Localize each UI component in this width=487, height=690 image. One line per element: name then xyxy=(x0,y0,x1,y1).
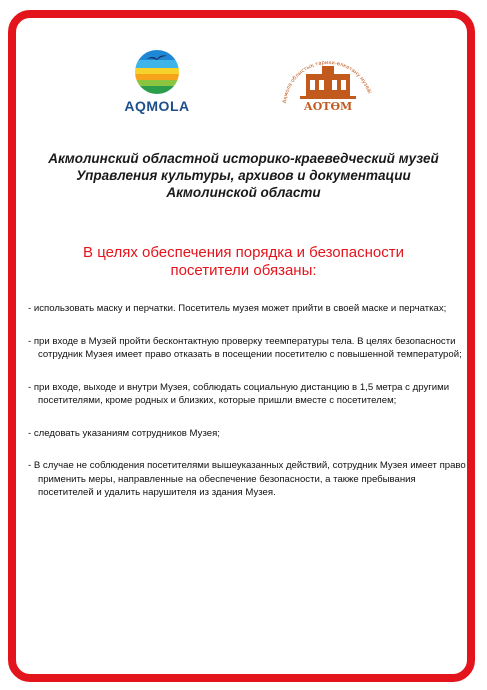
museum-logo-icon xyxy=(272,44,384,116)
museum-title-line-1: Акмолинский областной историко-краеведческий музей xyxy=(48,151,439,166)
rule-item: - при входе, выходе и внутри Музея, соблюдать социальную дистанцию в 1,5 метра с другими посетителями, кроме родных и близких, которые пришли вместе с посетителем; xyxy=(28,381,450,406)
rule-item: - В случае не соблюдения посетителями вышеуказанных действий, сотрудник Музея имеет право применить меры, направленные на обеспечение безопасности, а также пребывания посетителей и удалить нарушителя из здания Музея. xyxy=(28,460,466,498)
notice-heading xyxy=(20,244,467,280)
museum-title xyxy=(20,150,467,201)
rule-item: - при входе в Музей пройти бесконтактную проверку теемпературы тела. В целях безопасности сотрудник Музея имеет право отказать в посещении посетителю с повышенной температурой; xyxy=(28,335,462,360)
rule-item: - следовать указаниям сотрудников Музея; xyxy=(28,427,220,439)
museum-logo-text: АОТӨМ xyxy=(303,100,353,113)
aqmola-logo-text: AQMOLA xyxy=(124,98,190,114)
museum-logo-arc-text: Ақмола облыстық тарихи-өлкетану музейі xyxy=(282,59,373,104)
museum-title-line-3: Акмолинской области xyxy=(166,185,321,200)
museum-title-line-2: Управления культуры, архивов и документации xyxy=(76,168,411,183)
rules-list xyxy=(28,302,468,519)
notice-heading-line-2: посетители обязаны: xyxy=(170,262,317,279)
rule-item: - использовать маску и перчатки. Посетитель музея может прийти в своей маске и перчатках; xyxy=(28,303,447,314)
notice-heading-line-1: В целях обеспечения порядка и безопасности xyxy=(83,244,404,261)
